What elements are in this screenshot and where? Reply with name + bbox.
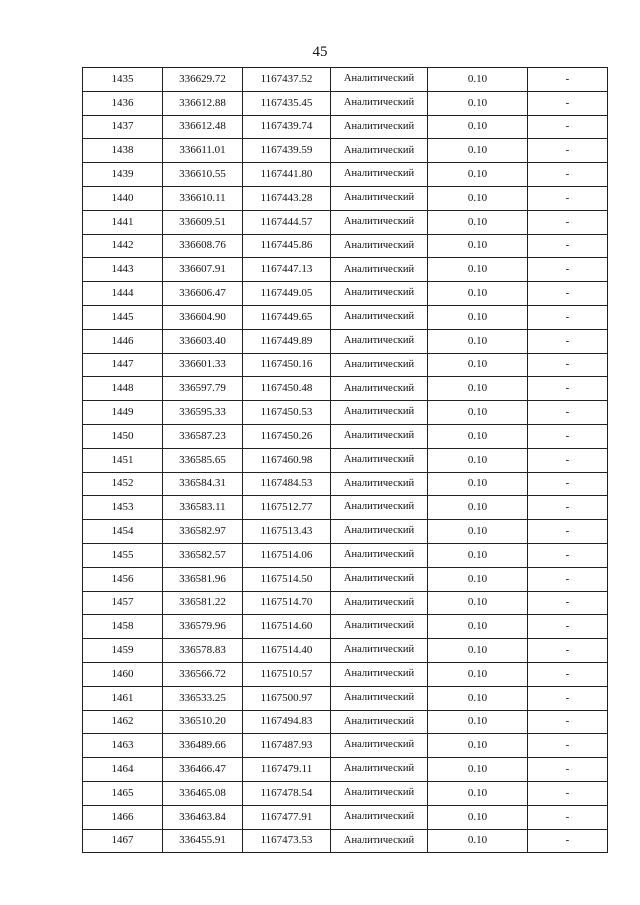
table-row [83, 805, 608, 829]
y-coordinate-cell: 1167510.57 [243, 662, 331, 686]
accuracy-cell: 0.10 [428, 448, 528, 472]
note-cell: - [528, 543, 608, 567]
x-coordinate-cell: 336607.91 [163, 258, 243, 282]
point-number-cell: 1461 [83, 686, 163, 710]
method-cell: Аналитический [331, 377, 428, 401]
table-row [83, 282, 608, 306]
accuracy-cell: 0.10 [428, 829, 528, 853]
method-cell: Аналитический [331, 615, 428, 639]
table-row [83, 829, 608, 853]
note-cell: - [528, 377, 608, 401]
coordinates-table [82, 67, 608, 853]
accuracy-cell: 0.10 [428, 686, 528, 710]
accuracy-cell: 0.10 [428, 258, 528, 282]
method-cell: Аналитический [331, 186, 428, 210]
point-number-cell: 1437 [83, 115, 163, 139]
table-row [83, 710, 608, 734]
point-number-cell: 1445 [83, 305, 163, 329]
page-number: 45 [312, 44, 328, 60]
point-number-cell: 1465 [83, 781, 163, 805]
method-cell: Аналитический [331, 496, 428, 520]
note-cell: - [528, 115, 608, 139]
table-row [83, 639, 608, 663]
table-row [83, 543, 608, 567]
y-coordinate-cell: 1167439.59 [243, 139, 331, 163]
point-number-cell: 1440 [83, 186, 163, 210]
note-cell: - [528, 496, 608, 520]
note-cell: - [528, 329, 608, 353]
point-number-cell: 1435 [83, 68, 163, 92]
x-coordinate-cell: 336581.22 [163, 591, 243, 615]
y-coordinate-cell: 1167514.06 [243, 543, 331, 567]
method-cell: Аналитический [331, 353, 428, 377]
y-coordinate-cell: 1167477.91 [243, 805, 331, 829]
x-coordinate-cell: 336603.40 [163, 329, 243, 353]
x-coordinate-cell: 336609.51 [163, 210, 243, 234]
x-coordinate-cell: 336584.31 [163, 472, 243, 496]
method-cell: Аналитический [331, 210, 428, 234]
point-number-cell: 1460 [83, 662, 163, 686]
method-cell: Аналитический [331, 401, 428, 425]
point-number-cell: 1443 [83, 258, 163, 282]
accuracy-cell: 0.10 [428, 543, 528, 567]
point-number-cell: 1449 [83, 401, 163, 425]
y-coordinate-cell: 1167445.86 [243, 234, 331, 258]
table-row [83, 377, 608, 401]
note-cell: - [528, 258, 608, 282]
accuracy-cell: 0.10 [428, 91, 528, 115]
x-coordinate-cell: 336608.76 [163, 234, 243, 258]
accuracy-cell: 0.10 [428, 210, 528, 234]
method-cell: Аналитический [331, 448, 428, 472]
table-row [83, 472, 608, 496]
accuracy-cell: 0.10 [428, 305, 528, 329]
table-row [83, 258, 608, 282]
y-coordinate-cell: 1167449.89 [243, 329, 331, 353]
accuracy-cell: 0.10 [428, 139, 528, 163]
accuracy-cell: 0.10 [428, 377, 528, 401]
y-coordinate-cell: 1167484.53 [243, 472, 331, 496]
table-row [83, 234, 608, 258]
table-row [83, 115, 608, 139]
accuracy-cell: 0.10 [428, 472, 528, 496]
table-row [83, 567, 608, 591]
table-row [83, 424, 608, 448]
y-coordinate-cell: 1167450.53 [243, 401, 331, 425]
accuracy-cell: 0.10 [428, 805, 528, 829]
x-coordinate-cell: 336601.33 [163, 353, 243, 377]
table-row [83, 734, 608, 758]
method-cell: Аналитический [331, 68, 428, 92]
y-coordinate-cell: 1167512.77 [243, 496, 331, 520]
table-row [83, 139, 608, 163]
note-cell: - [528, 662, 608, 686]
y-coordinate-cell: 1167443.28 [243, 186, 331, 210]
note-cell: - [528, 734, 608, 758]
accuracy-cell: 0.10 [428, 639, 528, 663]
y-coordinate-cell: 1167473.53 [243, 829, 331, 853]
method-cell: Аналитический [331, 139, 428, 163]
y-coordinate-cell: 1167460.98 [243, 448, 331, 472]
note-cell: - [528, 401, 608, 425]
method-cell: Аналитический [331, 115, 428, 139]
point-number-cell: 1459 [83, 639, 163, 663]
method-cell: Аналитический [331, 686, 428, 710]
point-number-cell: 1455 [83, 543, 163, 567]
point-number-cell: 1451 [83, 448, 163, 472]
method-cell: Аналитический [331, 662, 428, 686]
method-cell: Аналитический [331, 805, 428, 829]
y-coordinate-cell: 1167514.70 [243, 591, 331, 615]
x-coordinate-cell: 336578.83 [163, 639, 243, 663]
point-number-cell: 1446 [83, 329, 163, 353]
point-number-cell: 1467 [83, 829, 163, 853]
x-coordinate-cell: 336611.01 [163, 139, 243, 163]
x-coordinate-cell: 336604.90 [163, 305, 243, 329]
y-coordinate-cell: 1167447.13 [243, 258, 331, 282]
note-cell: - [528, 282, 608, 306]
y-coordinate-cell: 1167450.48 [243, 377, 331, 401]
y-coordinate-cell: 1167479.11 [243, 758, 331, 782]
table-row [83, 68, 608, 92]
y-coordinate-cell: 1167514.50 [243, 567, 331, 591]
y-coordinate-cell: 1167513.43 [243, 520, 331, 544]
method-cell: Аналитический [331, 472, 428, 496]
method-cell: Аналитический [331, 163, 428, 187]
accuracy-cell: 0.10 [428, 329, 528, 353]
table-row [83, 496, 608, 520]
note-cell: - [528, 91, 608, 115]
accuracy-cell: 0.10 [428, 68, 528, 92]
table-row [83, 781, 608, 805]
table-row [83, 520, 608, 544]
table-row [83, 186, 608, 210]
note-cell: - [528, 615, 608, 639]
table-row [83, 401, 608, 425]
y-coordinate-cell: 1167441.80 [243, 163, 331, 187]
accuracy-cell: 0.10 [428, 591, 528, 615]
method-cell: Аналитический [331, 305, 428, 329]
note-cell: - [528, 448, 608, 472]
accuracy-cell: 0.10 [428, 662, 528, 686]
point-number-cell: 1450 [83, 424, 163, 448]
note-cell: - [528, 163, 608, 187]
accuracy-cell: 0.10 [428, 163, 528, 187]
point-number-cell: 1438 [83, 139, 163, 163]
x-coordinate-cell: 336585.65 [163, 448, 243, 472]
y-coordinate-cell: 1167494.83 [243, 710, 331, 734]
x-coordinate-cell: 336597.79 [163, 377, 243, 401]
method-cell: Аналитический [331, 424, 428, 448]
note-cell: - [528, 186, 608, 210]
accuracy-cell: 0.10 [428, 615, 528, 639]
point-number-cell: 1442 [83, 234, 163, 258]
accuracy-cell: 0.10 [428, 567, 528, 591]
point-number-cell: 1447 [83, 353, 163, 377]
table-body [83, 68, 608, 853]
point-number-cell: 1458 [83, 615, 163, 639]
point-number-cell: 1448 [83, 377, 163, 401]
note-cell: - [528, 234, 608, 258]
point-number-cell: 1462 [83, 710, 163, 734]
method-cell: Аналитический [331, 781, 428, 805]
note-cell: - [528, 68, 608, 92]
note-cell: - [528, 472, 608, 496]
method-cell: Аналитический [331, 282, 428, 306]
point-number-cell: 1464 [83, 758, 163, 782]
y-coordinate-cell: 1167514.40 [243, 639, 331, 663]
y-coordinate-cell: 1167450.26 [243, 424, 331, 448]
note-cell: - [528, 686, 608, 710]
accuracy-cell: 0.10 [428, 496, 528, 520]
point-number-cell: 1466 [83, 805, 163, 829]
x-coordinate-cell: 336533.25 [163, 686, 243, 710]
method-cell: Аналитический [331, 710, 428, 734]
x-coordinate-cell: 336610.11 [163, 186, 243, 210]
y-coordinate-cell: 1167444.57 [243, 210, 331, 234]
method-cell: Аналитический [331, 829, 428, 853]
x-coordinate-cell: 336582.97 [163, 520, 243, 544]
table-row [83, 305, 608, 329]
table-row [83, 329, 608, 353]
x-coordinate-cell: 336612.88 [163, 91, 243, 115]
x-coordinate-cell: 336510.20 [163, 710, 243, 734]
note-cell: - [528, 305, 608, 329]
note-cell: - [528, 210, 608, 234]
note-cell: - [528, 567, 608, 591]
method-cell: Аналитический [331, 734, 428, 758]
method-cell: Аналитический [331, 258, 428, 282]
table-row [83, 662, 608, 686]
x-coordinate-cell: 336582.57 [163, 543, 243, 567]
x-coordinate-cell: 336465.08 [163, 781, 243, 805]
x-coordinate-cell: 336463.84 [163, 805, 243, 829]
note-cell: - [528, 639, 608, 663]
x-coordinate-cell: 336587.23 [163, 424, 243, 448]
accuracy-cell: 0.10 [428, 401, 528, 425]
method-cell: Аналитический [331, 639, 428, 663]
x-coordinate-cell: 336581.96 [163, 567, 243, 591]
y-coordinate-cell: 1167449.65 [243, 305, 331, 329]
note-cell: - [528, 829, 608, 853]
method-cell: Аналитический [331, 567, 428, 591]
table-row [83, 163, 608, 187]
point-number-cell: 1452 [83, 472, 163, 496]
table-row [83, 686, 608, 710]
accuracy-cell: 0.10 [428, 758, 528, 782]
method-cell: Аналитический [331, 758, 428, 782]
method-cell: Аналитический [331, 329, 428, 353]
note-cell: - [528, 353, 608, 377]
table-row [83, 210, 608, 234]
method-cell: Аналитический [331, 591, 428, 615]
point-number-cell: 1439 [83, 163, 163, 187]
table-row [83, 448, 608, 472]
x-coordinate-cell: 336612.48 [163, 115, 243, 139]
table-row [83, 91, 608, 115]
point-number-cell: 1463 [83, 734, 163, 758]
y-coordinate-cell: 1167500.97 [243, 686, 331, 710]
x-coordinate-cell: 336595.33 [163, 401, 243, 425]
accuracy-cell: 0.10 [428, 282, 528, 306]
x-coordinate-cell: 336610.55 [163, 163, 243, 187]
x-coordinate-cell: 336566.72 [163, 662, 243, 686]
x-coordinate-cell: 336579.96 [163, 615, 243, 639]
point-number-cell: 1436 [83, 91, 163, 115]
point-number-cell: 1456 [83, 567, 163, 591]
note-cell: - [528, 781, 608, 805]
y-coordinate-cell: 1167449.05 [243, 282, 331, 306]
accuracy-cell: 0.10 [428, 781, 528, 805]
method-cell: Аналитический [331, 543, 428, 567]
accuracy-cell: 0.10 [428, 234, 528, 258]
y-coordinate-cell: 1167439.74 [243, 115, 331, 139]
accuracy-cell: 0.10 [428, 424, 528, 448]
note-cell: - [528, 758, 608, 782]
x-coordinate-cell: 336489.66 [163, 734, 243, 758]
table-row [83, 615, 608, 639]
x-coordinate-cell: 336583.11 [163, 496, 243, 520]
y-coordinate-cell: 1167450.16 [243, 353, 331, 377]
x-coordinate-cell: 336606.47 [163, 282, 243, 306]
method-cell: Аналитический [331, 520, 428, 544]
note-cell: - [528, 805, 608, 829]
x-coordinate-cell: 336629.72 [163, 68, 243, 92]
accuracy-cell: 0.10 [428, 734, 528, 758]
note-cell: - [528, 710, 608, 734]
x-coordinate-cell: 336455.91 [163, 829, 243, 853]
point-number-cell: 1457 [83, 591, 163, 615]
accuracy-cell: 0.10 [428, 115, 528, 139]
method-cell: Аналитический [331, 234, 428, 258]
x-coordinate-cell: 336466.47 [163, 758, 243, 782]
y-coordinate-cell: 1167478.54 [243, 781, 331, 805]
note-cell: - [528, 424, 608, 448]
note-cell: - [528, 139, 608, 163]
y-coordinate-cell: 1167514.60 [243, 615, 331, 639]
accuracy-cell: 0.10 [428, 520, 528, 544]
table-row [83, 758, 608, 782]
y-coordinate-cell: 1167435.45 [243, 91, 331, 115]
y-coordinate-cell: 1167437.52 [243, 68, 331, 92]
y-coordinate-cell: 1167487.93 [243, 734, 331, 758]
note-cell: - [528, 591, 608, 615]
point-number-cell: 1453 [83, 496, 163, 520]
table-row [83, 353, 608, 377]
note-cell: - [528, 520, 608, 544]
point-number-cell: 1441 [83, 210, 163, 234]
table-row [83, 591, 608, 615]
method-cell: Аналитический [331, 91, 428, 115]
point-number-cell: 1454 [83, 520, 163, 544]
accuracy-cell: 0.10 [428, 353, 528, 377]
accuracy-cell: 0.10 [428, 186, 528, 210]
accuracy-cell: 0.10 [428, 710, 528, 734]
point-number-cell: 1444 [83, 282, 163, 306]
